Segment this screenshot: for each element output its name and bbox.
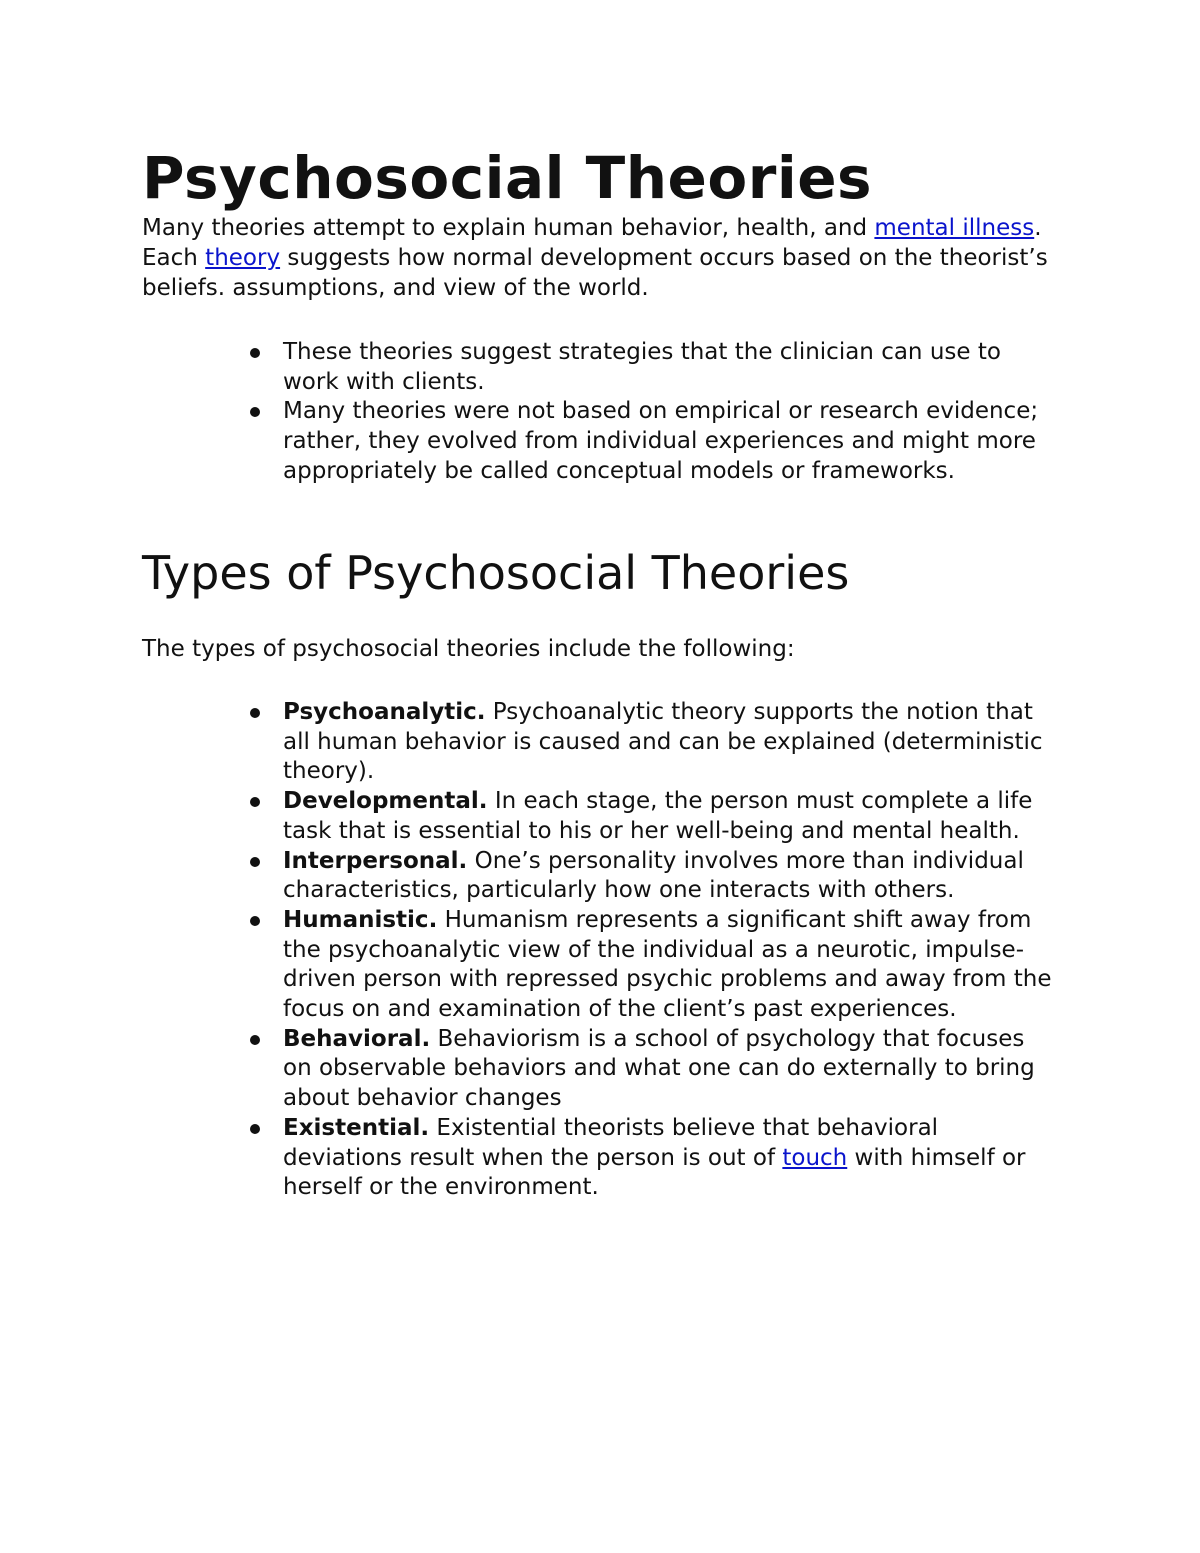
overview-bullet-list [142, 338, 1062, 487]
mental-illness-link[interactable]: mental illness [874, 215, 1035, 241]
intro-text-3: suggests how normal development occurs based on the theorist’s beliefs. assumptions, and view of the world. [142, 245, 1048, 301]
list-item-existential [142, 1114, 1058, 1203]
list-item [142, 338, 1058, 397]
page-title: Psychosocial Theories [142, 144, 873, 212]
intro-text-1: Many theories attempt to explain human behavior, health, and [142, 215, 875, 241]
list-item-behavioral [142, 1025, 1058, 1114]
term-label: Behavioral. [283, 1025, 431, 1052]
section-heading: Types of Psychosocial Theories [142, 546, 850, 600]
list-item-psychoanalytic [142, 698, 1058, 787]
bullet-text: Many theories were not based on empirical or research evidence; rather, they evolved from individual experiences and might more appropriately be called conceptual models or frameworks. [283, 398, 1039, 484]
term-description: Psychoanalytic theory supports the notion that all human behavior is caused and can be explained (deterministic theory). [283, 699, 1043, 785]
intro-paragraph [142, 213, 1062, 303]
term-label: Interpersonal. [283, 847, 468, 874]
intro-text-2: . Each [142, 215, 1042, 271]
theory-link[interactable]: theory [205, 245, 281, 271]
term-label: Existential. [283, 1114, 430, 1141]
list-item-developmental [142, 787, 1058, 846]
list-item-interpersonal [142, 847, 1058, 906]
term-description: Humanism represents a significant shift away from the psychoanalytic view of the individual as a neurotic, impulse-driven person with repressed psychic problems and away from the focus on and examination of the client’s past experiences. [283, 906, 1052, 1023]
bullet-text: These theories suggest strategies that the clinician can use to work with clients. [283, 339, 1001, 395]
term-description: One’s personality involves more than individual characteristics, particularly how one interacts with others. [283, 847, 1024, 904]
section-lead: The types of psychosocial theories include the following: [142, 636, 795, 662]
term-description-end: with himself or herself or the environment. [283, 1144, 1026, 1201]
list-item [142, 397, 1058, 486]
touch-link[interactable]: touch [782, 1144, 848, 1171]
term-label: Psychoanalytic. [283, 699, 486, 725]
term-description: Existential theorists believe that behavioral deviations result when the person is out of [283, 1114, 939, 1171]
term-description: Behaviorism is a school of psychology that focuses on observable behaviors and what one can do externally to bring about behavior changes [283, 1025, 1035, 1112]
theory-types-list [142, 698, 1062, 1203]
term-label: Developmental. [283, 788, 488, 815]
term-label: Humanistic. [283, 906, 438, 933]
list-item-humanistic [142, 906, 1058, 1025]
term-description: In each stage, the person must complete a life task that is essential to his or her well-being and mental health. [283, 788, 1033, 844]
